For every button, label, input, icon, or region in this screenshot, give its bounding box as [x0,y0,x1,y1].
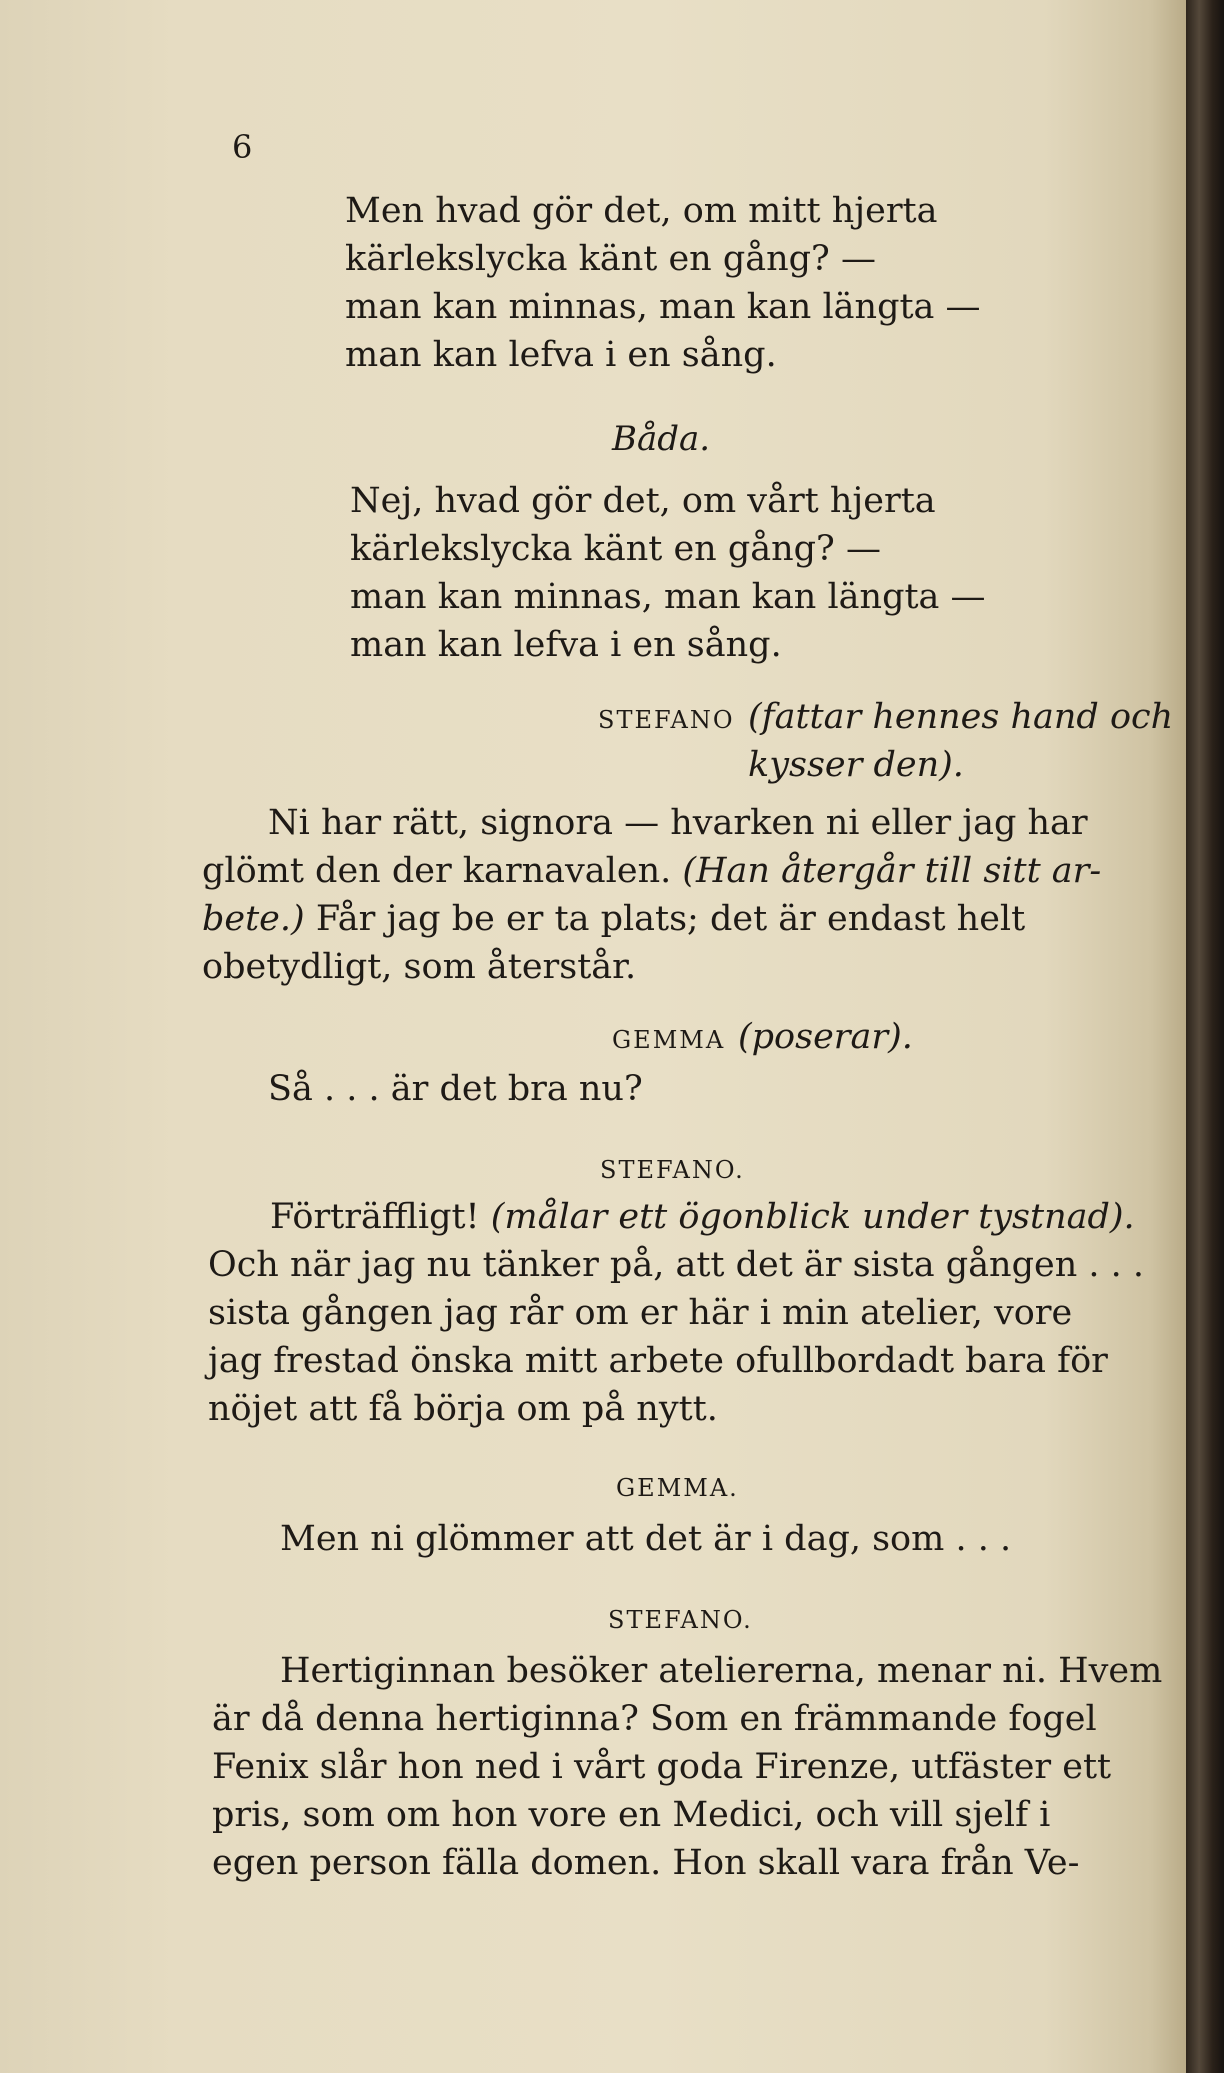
prose-line: obetydligt, som återstår. [202,947,637,987]
book-gutter [1186,0,1224,2073]
prose-line: Ni har rätt, signora — hvarken ni eller jag har [268,803,1088,843]
speaker-name: GEMMA. [616,1474,739,1502]
speaker-name: STEFANO. [600,1156,745,1184]
prose-line: Men ni glömmer att det är i dag, som . . . [280,1519,1012,1559]
verse-line: man kan minnas, man kan längta — [345,287,981,327]
verse-line: man kan lefva i en sång. [350,625,782,665]
prose-line: Förträffligt! (målar ett ögonblick under tystnad). [270,1197,1135,1237]
speaker-name: GEMMA [612,1026,726,1054]
prose-line: Hertiginnan besöker ateliererna, menar ni. Hvem [280,1651,1163,1691]
verse-line: man kan minnas, man kan längta — [350,577,986,617]
page-number: 6 [232,128,253,166]
verse-line: man kan lefva i en sång. [345,335,777,375]
prose-line: bete.) Får jag be er ta plats; det är endast helt [202,899,1026,939]
prose-line: egen person fälla domen. Hon skall vara från Ve- [212,1843,1080,1883]
verse-line: kärlekslycka känt en gång? — [345,239,876,279]
speaker-heading: Båda. [612,419,711,459]
prose-line: jag frestad önska mitt arbete ofullbordadt bara för [208,1341,1108,1381]
verse-line: Nej, hvad gör det, om vårt hjerta [350,481,936,521]
stage-direction: (fattar hennes hand och [748,697,1174,737]
prose-line: pris, som om hon vore en Medici, och vill sjelf i [212,1795,1051,1835]
stage-direction: (poserar). [738,1017,913,1057]
prose-line: sista gången jag rår om er här i min atelier, vore [208,1293,1073,1333]
prose-line: glömt den der karnavalen. (Han återgår till sitt ar- [202,851,1102,891]
prose-line: Så . . . är det bra nu? [268,1069,643,1109]
stage-direction: kysser den). [748,745,964,785]
prose-line: Och när jag nu tänker på, att det är sista gången . . . [208,1245,1145,1285]
speaker-name: STEFANO [598,706,735,734]
speaker-name: STEFANO. [608,1606,753,1634]
prose-line: nöjet att få börja om på nytt. [208,1389,718,1429]
prose-line: Fenix slår hon ned i vårt goda Firenze, utfäster ett [212,1747,1112,1787]
prose-line: är då denna hertiginna? Som en främmande fogel [212,1699,1097,1739]
verse-line: Men hvad gör det, om mitt hjerta [345,191,938,231]
verse-line: kärlekslycka känt en gång? — [350,529,881,569]
